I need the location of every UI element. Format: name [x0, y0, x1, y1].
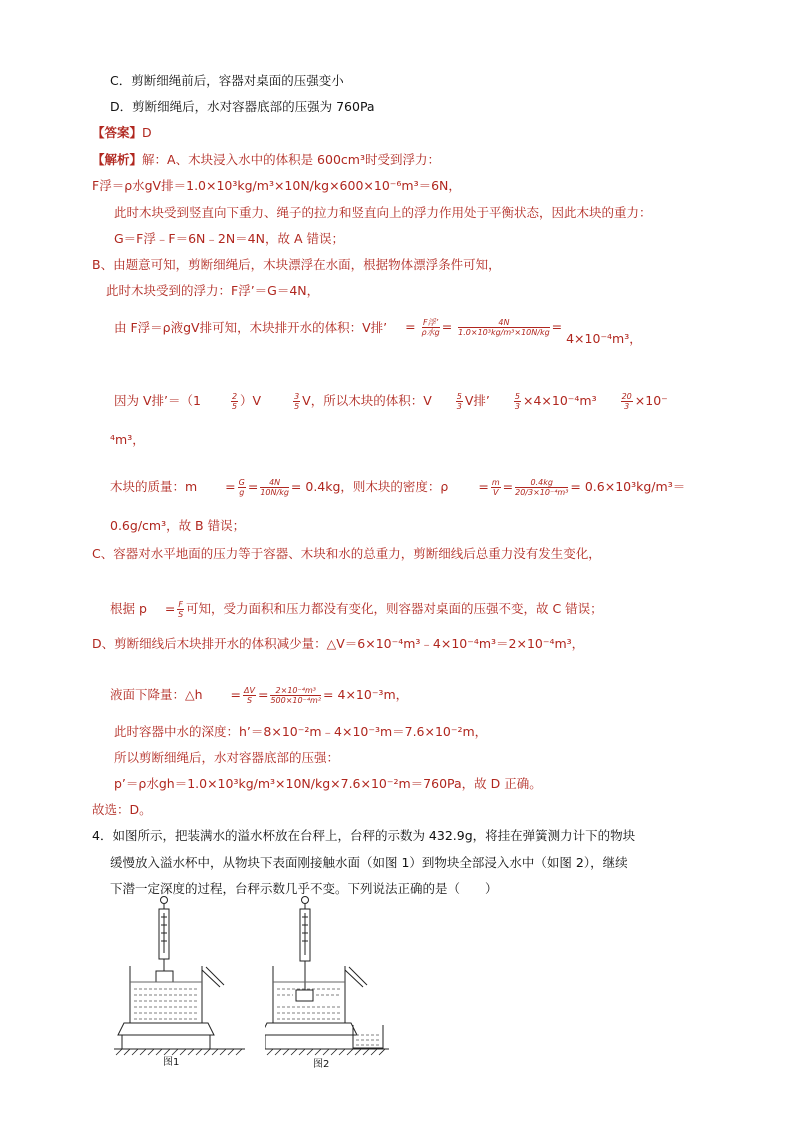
analysis-line-19: 故选：D。	[92, 802, 152, 817]
question-4-line-1: 4．如图所示，把装满水的溢水杯放在台秤上，台秤的示数为 432.9g，将挂在弹簧测力计下的物块	[92, 828, 636, 843]
answer-value: D	[142, 125, 152, 140]
analysis-line-13: 根据 p = $\frac{F}{S}$ 可知，受力面积和压力都没有变化，则容器对桌面的压强不变，故 C 错误；	[110, 600, 603, 619]
analysis-line-1: 【解析】解：A、木块浸入水中的体积是 600cm³时受到浮力：	[92, 152, 440, 167]
question-4-line-3: 下潜一定深度的过程，台秤示数几乎不变。下列说法正确的是（ ）	[110, 881, 498, 896]
analysis-label: 【解析】	[92, 152, 143, 167]
analysis-line-7: 由 F浮＝ρ液gV排可知，木块排开水的体积：V排’ = $\frac{\text{F浮’}}{\text{ρ水g}}$ = $\frac{4N}{\text{1.0×10³kg/m³×10N/kg}}$ = 4×10⁻⁴m³，	[114, 318, 642, 346]
figure-2-diagram	[265, 895, 390, 1070]
analysis-line-8: 因为 V排’＝（1 $\frac{2}{5}$ ）V $\frac{3}{5}$ V，所以木块的体积：V $\frac{5}{3}$ V排’ $\frac{5}{3}$ ×4×10⁻⁴m³ $\frac{20}{3}$ ×10⁻	[114, 392, 668, 411]
analysis-line-11: 0.6g/cm³，故 B 错误；	[110, 518, 246, 533]
answer-label: 【答案】	[92, 125, 143, 140]
analysis-line-14: D、剪断细线后木块排开水的体积减少量：△V＝6×10⁻⁴m³﹣4×10⁻⁴m³＝2×10⁻⁴m³，	[92, 636, 585, 651]
figure-1-caption: 图1	[163, 1057, 180, 1068]
analysis-line-3: 此时木块受到竖直向下重力、绳子的拉力和竖直向上的浮力作用处于平衡状态，因此木块的重力：	[114, 205, 652, 220]
fraction: $\frac{4N}{\text{1.0×10³kg/m³×10N/kg}}$	[458, 318, 550, 337]
analysis-line-10: 木块的质量：m = $\frac{G}{g}$ = $\frac{4N}{10N/kg}$ = 0.4kg，则木块的密度：ρ = $\frac{m}{V}$ = $\frac{0.4kg}{\text{20/3×10⁻⁴m³}}$ = 0.6×10³kg/m³＝	[110, 478, 686, 497]
analysis-line-12: C、容器对水平地面的压力等于容器、木块和水的总重力，剪断细线后总重力没有发生变化，	[92, 546, 601, 561]
analysis-line-16: 此时容器中水的深度：h’＝8×10⁻²m﹣4×10⁻³m＝7.6×10⁻²m，	[114, 724, 488, 739]
analysis-line-9: ⁴m³，	[110, 432, 145, 447]
option-c: C．剪断细绳前后，容器对桌面的压强变小	[110, 73, 344, 88]
analysis-line-5: B、由题意可知，剪断细绳后，木块漂浮在水面，根据物体漂浮条件可知，	[92, 257, 501, 272]
fraction: $\frac{\text{F浮’}}{\text{ρ水g}}$	[421, 318, 440, 337]
analysis-line-18: p’＝ρ水gh＝1.0×10³kg/m³×10N/kg×7.6×10⁻²m＝760Pa，故 D 正确。	[114, 776, 542, 791]
figure-1-diagram	[112, 895, 247, 1070]
analysis-line-17: 所以剪断细绳后，水对容器底部的压强：	[114, 750, 340, 765]
analysis-line-4: G＝F浮﹣F＝6N﹣2N＝4N，故 A 错误；	[114, 231, 344, 246]
option-d: D．剪断细绳后，水对容器底部的压强为 760Pa	[110, 99, 375, 114]
analysis-line-6: 此时木块受到的浮力：F浮’＝G＝4N，	[106, 283, 320, 298]
question-4-line-2: 缓慢放入溢水杯中，从物块下表面刚接触水面（如图 1）到物块全部浸入水中（如图 2），继续	[110, 855, 628, 870]
analysis-line-15: 液面下降量：△h = $\frac{\Delta V}{S}$ = $\frac{\text{2×10⁻⁴m³}}{\text{500×10⁻⁴m²}}$ = 4×10⁻³m，	[110, 686, 409, 705]
analysis-line-2: F浮＝ρ水gV排＝1.0×10³kg/m³×10N/kg×600×10⁻⁶m³＝6N，	[92, 178, 461, 193]
figure-2-caption: 图2	[313, 1059, 330, 1070]
answer-line	[92, 125, 152, 141]
